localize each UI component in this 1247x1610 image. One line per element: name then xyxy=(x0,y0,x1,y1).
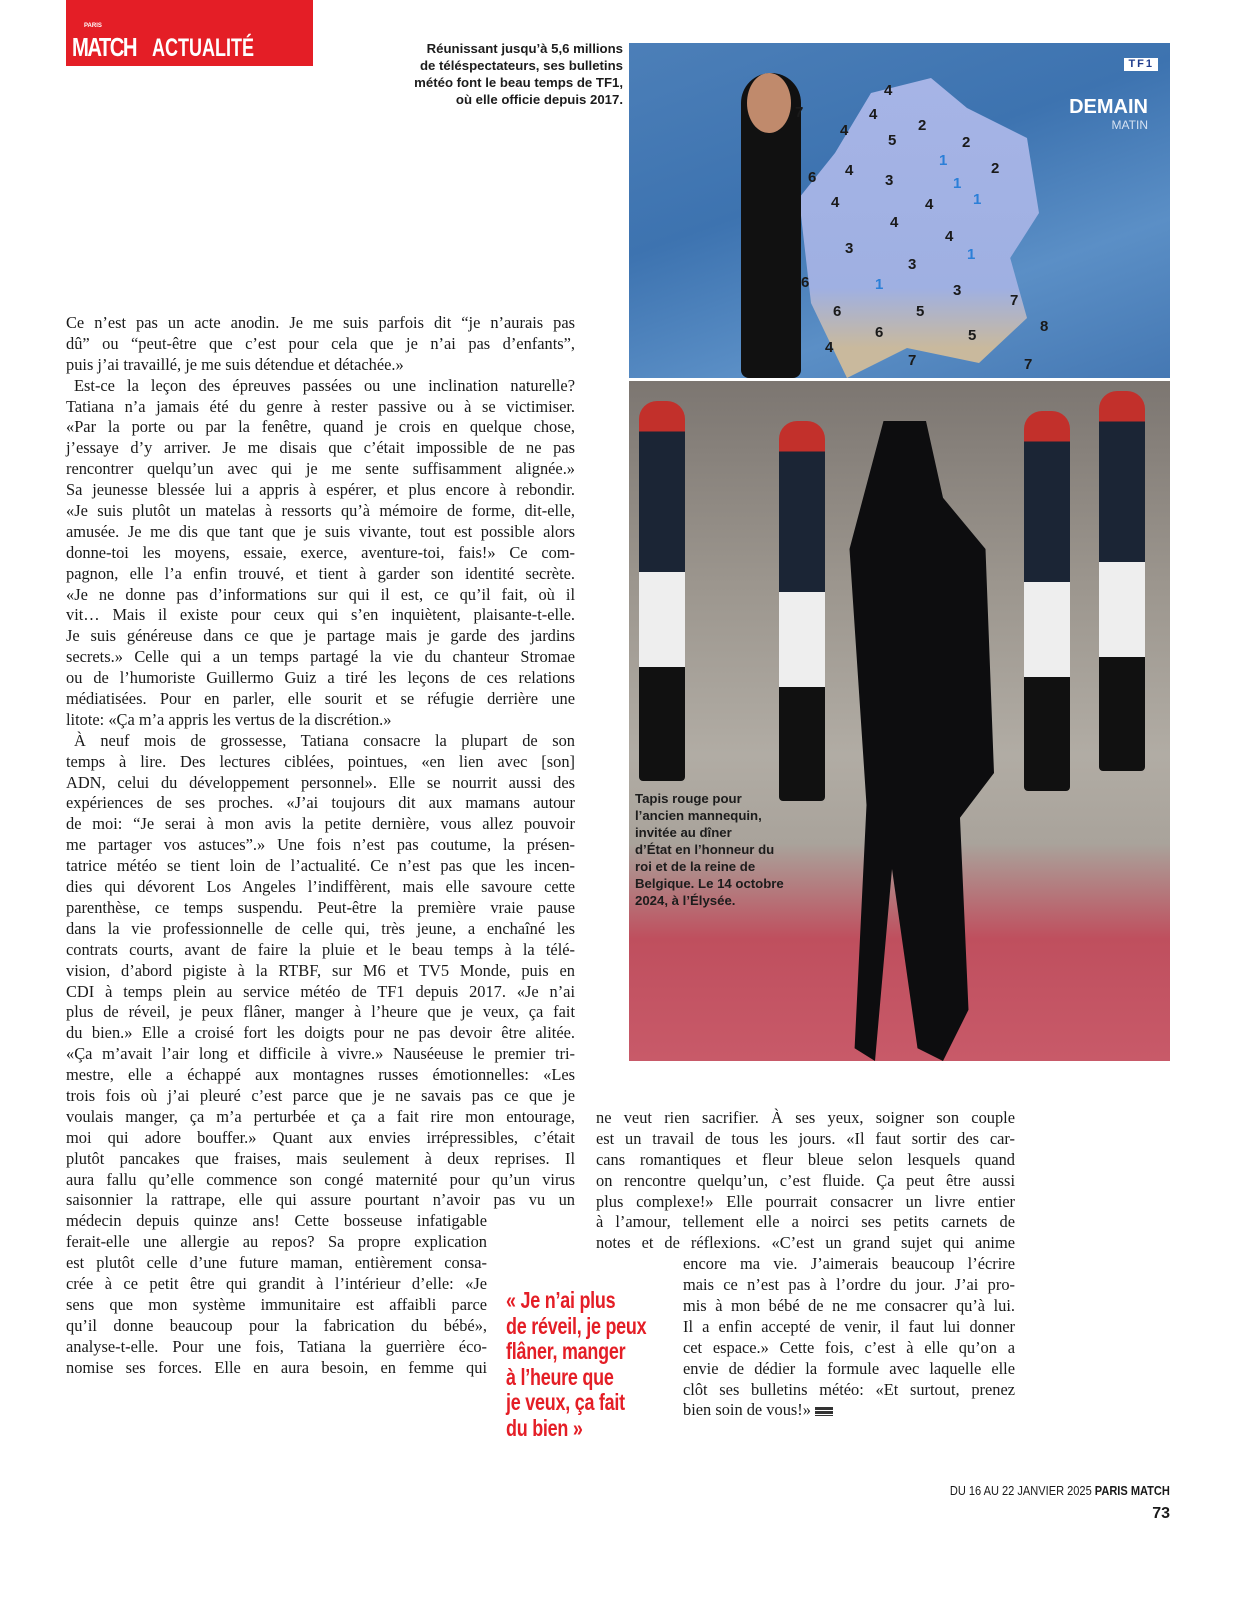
article-line-text: du bien.» Elle a croisé fort les doigts pour ne pas devoir être alitée. xyxy=(66,1023,575,1043)
article-line-text: trois fois où j’ai pleuré c’est parce que je ne savais pas ce que je xyxy=(66,1085,575,1105)
temperature-label: 7 xyxy=(908,352,917,369)
article-line-text: À neuf mois de grossesse, Tatiana consacre la plupart de son xyxy=(74,730,575,750)
article-line-text: de moi: “Je serai à mon avis la petite dernière, vous allez pouvoir xyxy=(66,814,575,834)
article-line xyxy=(66,1232,487,1253)
page-number: 73 xyxy=(1152,1505,1170,1522)
article-line xyxy=(66,1128,575,1149)
article-line xyxy=(66,961,575,982)
temperature-label: 4 xyxy=(925,196,934,213)
article-line-text: donne-toi les moyens, essaie, exerce, aventure-toi, fais!» Ce com- xyxy=(66,542,575,562)
article-line-text: amusée. Je me dis que tant que je suis vivante, tout est possible alors xyxy=(66,521,575,541)
article-column-right xyxy=(596,1108,1015,1421)
article-line xyxy=(66,605,575,626)
article-line xyxy=(66,585,575,606)
article-line-text: «Je ne donne pas d’informations sur qui il est, ce qu’il fait, où il xyxy=(66,584,575,604)
article-line-text: expériences de ses proches. «J’ai toujours dit aux mamans autour xyxy=(66,793,575,813)
article-line-text: médiatisées. Pour en parler, elle sourit et se réfugie derrière une xyxy=(66,689,575,709)
article-line-text: cans romantiques et fleur bleue selon lesquels quand xyxy=(596,1149,1015,1169)
article-line-text: ne veut rien sacrifier. À ses yeux, soigner son couple xyxy=(596,1108,1015,1127)
article-line xyxy=(66,710,575,731)
article-line xyxy=(66,438,575,459)
article-line xyxy=(66,459,575,480)
article-column-left xyxy=(66,313,575,1378)
pull-quote-line: à l’heure que xyxy=(506,1363,614,1390)
article-line xyxy=(66,898,575,919)
article-line-text: temps à lire. Des lectures ciblées, pointues, «en lien avec [son] xyxy=(66,751,575,771)
snow-temperature-label: 1 xyxy=(875,276,884,293)
temperature-label: 4 xyxy=(845,162,854,179)
temperature-label: 4 xyxy=(890,214,899,231)
article-line xyxy=(66,1274,487,1295)
article-line-text: tatrice météo se tient loin de l’actualité. Ce n’est pas que les incen- xyxy=(66,856,575,876)
article-line-text: j’essaye d’y arriver. Je me disais que c’était impossible de ne pas xyxy=(66,438,575,458)
article-line xyxy=(66,1044,575,1065)
article-line-text: mestre, elle a échappé aux montagnes russes émotionnelles: «Les xyxy=(66,1065,575,1085)
article-line xyxy=(66,647,575,668)
article-line xyxy=(66,752,575,773)
pull-quote-line: de réveil, je peux xyxy=(506,1312,647,1339)
map-caption xyxy=(363,40,623,108)
article-line xyxy=(66,522,575,543)
article-line-text: pagnon, elle l’a enfin trouvé, et tient à garder son identité secrète. xyxy=(66,563,575,583)
issue-dates: DU 16 AU 22 JANVIER 2025 xyxy=(949,1483,1092,1498)
article-line-text: est un travail de tous les jours. «Il faut sortir des car- xyxy=(596,1128,1015,1148)
article-line-text: plus de réveil, je peux flâner, manger à l’heure que je veux, ça fait xyxy=(66,1002,575,1022)
article-line xyxy=(66,856,575,877)
article-line-text: notes et de réflexions. «C’est un grand sujet qui anime xyxy=(596,1233,1015,1253)
article-line xyxy=(66,417,575,438)
article-line-text: «Ça m’avait l’air long et difficile à vivre.» Nauséeuse le premier tri- xyxy=(66,1044,575,1064)
magazine-name: PARIS MATCH xyxy=(1094,1483,1170,1498)
map-title: DEMAIN xyxy=(1069,96,1148,118)
temperature-label: 4 xyxy=(840,122,849,139)
temperature-label: 6 xyxy=(875,324,884,341)
temperature-label: 7 xyxy=(1024,356,1033,373)
temperature-label: 4 xyxy=(884,82,893,99)
article-line xyxy=(66,376,575,397)
article-line xyxy=(66,919,575,940)
article-line-text: analyse-t-elle. Pour une fois, Tatiana la guerrière éco- xyxy=(66,1336,487,1356)
snow-temperature-label: 1 xyxy=(939,152,948,169)
article-line xyxy=(596,1233,1015,1254)
article-line xyxy=(66,793,575,814)
article-line-text: puis j’ai travaillé, je me suis détendue et détachée.» xyxy=(66,354,404,374)
temperature-label: 6 xyxy=(833,303,842,320)
temperature-label: 5 xyxy=(888,132,897,149)
article-line-text: saisonnier la rattrape, elle qui assure pourtant n’avoir pas vu un xyxy=(66,1190,575,1210)
article-line xyxy=(66,1002,575,1023)
article-line-text: ferait-elle une allergie au repos? Sa propre explication xyxy=(66,1232,487,1252)
map-subtitle: MATIN xyxy=(1111,118,1148,132)
article-line-text: dû” ou “peut-être que c’est pour cela que je n’ai pas d’enfants”, xyxy=(66,333,575,353)
article-line-text: qu’il donne beaucoup pour la fabrication du bébé», xyxy=(66,1315,487,1335)
woman-figure xyxy=(824,421,994,1061)
article-line-text: Je suis généreuse dans ce que je partage mais je garde des jardins xyxy=(66,626,575,646)
temperature-label: 5 xyxy=(968,327,977,344)
footer-issue xyxy=(950,1483,1170,1498)
article-line-text: dans la vie professionnelle de celle qui, très jeune, a enchaîné les xyxy=(66,918,575,938)
temperature-label: 4 xyxy=(869,106,878,123)
caption-line: Belgique. Le 14 octobre xyxy=(635,876,784,891)
temperature-label: 3 xyxy=(953,282,962,299)
snow-temperature-label: 1 xyxy=(967,246,976,263)
article-line xyxy=(683,1359,1015,1380)
article-line xyxy=(66,1253,487,1274)
article-line xyxy=(66,626,575,647)
temperature-label: 4 xyxy=(825,339,834,356)
photo-caption xyxy=(635,790,810,909)
article-line-text: litote: «Ça m’a appris les vertus de la discrétion.» xyxy=(66,709,392,729)
caption-line: l’ancien mannequin, xyxy=(635,808,762,823)
guard-figure xyxy=(1099,391,1145,771)
article-line xyxy=(596,1129,1015,1150)
article-line-text: envie de dédier la formule avec laquelle elle xyxy=(683,1358,1015,1378)
article-line-text: Ce n’est pas un acte anodin. Je me suis parfois dit “je n’aurais pas xyxy=(66,313,575,332)
snow-temperature-label: 1 xyxy=(953,175,962,192)
article-line-text: ADN, celui du développement personnel». Elle se nourrit aussi des xyxy=(66,772,575,792)
article-line xyxy=(66,773,575,794)
article-line xyxy=(66,397,575,418)
article-line xyxy=(683,1254,1015,1275)
temperature-label: 7 xyxy=(795,104,804,121)
article-line-text: clôt ses bulletins météo: «Et surtout, prenez xyxy=(683,1379,1015,1399)
article-line-text: «Par la porte ou par la fenêtre, quand je crois en quelque chose, xyxy=(66,417,575,437)
presenter-head xyxy=(747,73,791,133)
article-line xyxy=(66,1295,487,1316)
article-line xyxy=(596,1171,1015,1192)
article-line xyxy=(66,1065,575,1086)
article-line-text: sens que mon système immunitaire est affaibli parce xyxy=(66,1294,487,1314)
temperature-label: 6 xyxy=(801,274,810,291)
temperature-label: 3 xyxy=(908,256,917,273)
article-line-text: à l’amour, tellement elle a noirci ses petits carnets de xyxy=(596,1212,1015,1232)
article-line xyxy=(66,313,575,334)
caption-line: Réunissant jusqu’à 5,6 millions xyxy=(426,41,623,56)
article-line-text: dies qui dévorent Los Angeles l’indiffèrent, mais elle savoure cette xyxy=(66,877,575,897)
weather-map-photo xyxy=(629,43,1170,378)
temperature-label: 2 xyxy=(991,160,1000,177)
article-line xyxy=(66,877,575,898)
article-line-text: parenthèse, ce temps suspendu. Peut-être la première vraie pause xyxy=(66,897,575,917)
article-line-text: médecin depuis quinze ans! Cette bosseuse infatigable xyxy=(66,1211,487,1231)
caption-line: d’État en l’honneur du xyxy=(635,842,775,857)
logo-paris: PARIS xyxy=(84,23,102,29)
temperature-label: 2 xyxy=(962,134,971,151)
article-line xyxy=(66,564,575,585)
caption-line: Tapis rouge pour xyxy=(635,791,742,806)
article-line xyxy=(683,1400,1015,1421)
article-line-text: on rencontre quelqu’un, c’est fluide. Ça peut être aussi xyxy=(596,1170,1015,1190)
article-line xyxy=(66,689,575,710)
article-line xyxy=(66,668,575,689)
article-line xyxy=(66,1170,575,1191)
article-line-text: rencontrer quelqu’un avec qui je me sente suffisamment alignée.» xyxy=(66,459,575,479)
article-line xyxy=(66,1337,487,1358)
pull-quote-line: je veux, ça fait xyxy=(506,1389,625,1415)
article-line-text: plus complexe!» Elle pourrait consacrer un livre entier xyxy=(596,1191,1015,1211)
article-line-text: contrats courts, avant de faire la pluie et le beau temps à la télé- xyxy=(66,939,575,959)
article-line-text: «Je suis plutôt un matelas à ressorts qu’à mémoire de forme, dit-elle, xyxy=(66,501,575,521)
section-title: ACTUALITÉ xyxy=(152,34,254,62)
article-line-text: moi qui adore bouffer.» Quant aux envies irrépressibles, c’était xyxy=(66,1127,575,1147)
article-line xyxy=(683,1317,1015,1338)
temperature-label: 4 xyxy=(831,194,840,211)
article-line xyxy=(66,480,575,501)
article-line xyxy=(683,1296,1015,1317)
article-line-text: plutôt pancakes que fraises, mais seulement à deux reprises. Il xyxy=(66,1148,575,1168)
article-line xyxy=(66,814,575,835)
temperature-label: 6 xyxy=(808,169,817,186)
article-line-text: vision, d’abord pigiste à la RTBF, sur M6 et TV5 Monde, puis en xyxy=(66,960,575,980)
article-line-text: ou de l’humoriste Guillermo Guiz a tiré les leçons de ces relations xyxy=(66,668,575,688)
article-line-text: Tatiana n’a jamais été du genre à rester passive ou à se victimiser. xyxy=(66,396,575,416)
temperature-label: 3 xyxy=(885,172,894,189)
caption-line: où elle officie depuis 2017. xyxy=(455,92,623,107)
article-line xyxy=(596,1212,1015,1233)
guard-figure xyxy=(779,421,825,801)
section-header xyxy=(66,0,313,66)
red-carpet-photo xyxy=(629,381,1170,1061)
temperature-label: 5 xyxy=(916,303,925,320)
guard-figure xyxy=(1024,411,1070,791)
article-line xyxy=(66,1149,575,1170)
article-line xyxy=(683,1380,1015,1401)
article-line xyxy=(66,501,575,522)
article-line xyxy=(66,1023,575,1044)
article-line-text: mais ce n’est pas à l’ordre du jour. J’ai pro- xyxy=(683,1275,1015,1295)
article-line-text: voulais manger, ça m’a perturbée et ça a fait rire mon entourage, xyxy=(66,1106,575,1126)
article-line xyxy=(683,1275,1015,1296)
end-mark-icon xyxy=(815,1407,833,1416)
article-line xyxy=(66,940,575,961)
pull-quote-line: du bien » xyxy=(506,1414,583,1441)
article-line-text: Il a enfin accepté de venir, il faut lui donner xyxy=(683,1316,1015,1336)
article-line xyxy=(66,835,575,856)
article-line xyxy=(66,982,575,1003)
article-line xyxy=(66,1316,487,1337)
article-line xyxy=(596,1150,1015,1171)
caption-line: 2024, à l’Élysée. xyxy=(635,893,736,908)
article-line xyxy=(66,1107,575,1128)
article-line-text: secrets.» Celle qui a un temps partagé la vie du chanteur Stromae xyxy=(66,647,575,667)
article-line-text: Sa jeunesse blessée lui a appris à espérer, et plus encore à rebondir. xyxy=(66,480,575,500)
article-line-text: est plutôt celle d’une future maman, entièrement consa- xyxy=(66,1253,487,1273)
logo-match: MATCH xyxy=(72,32,136,62)
temperature-label: 4 xyxy=(945,228,954,245)
article-line xyxy=(66,1358,487,1379)
article-line-text: bien soin de vous!» xyxy=(683,1400,811,1420)
article-line-text: nomise ses forces. Elle en aura besoin, en femme qui xyxy=(66,1357,487,1377)
pull-quote-line: flâner, manger xyxy=(506,1338,626,1364)
article-line-text: aura fallu qu’elle commence son congé maternité pour qu’un virus xyxy=(66,1169,575,1189)
article-line xyxy=(66,731,575,752)
pull-quote-line: « Je n’ai plus xyxy=(506,1287,616,1313)
tf1-logo: TF1 xyxy=(1124,58,1158,71)
temperature-label: 7 xyxy=(1010,292,1019,309)
caption-line: météo font le beau temps de TF1, xyxy=(414,75,623,90)
article-line-text: Est-ce la leçon des épreuves passées ou une inclination naturelle? xyxy=(74,375,575,395)
article-line xyxy=(683,1338,1015,1359)
article-line xyxy=(66,1086,575,1107)
temperature-label: 2 xyxy=(918,117,927,134)
article-line-text: mis à mon bébé de ne me consacrer qu’à lui. xyxy=(683,1296,1015,1316)
article-line-text: crée à ce petit être qui grandit à l’intérieur d’elle: «Je xyxy=(66,1273,487,1293)
article-line xyxy=(596,1108,1015,1129)
caption-line: de téléspectateurs, ses bulletins xyxy=(419,58,623,73)
article-line-text: cet espace.» Cette fois, c’est à elle qu’on a xyxy=(683,1337,1015,1357)
caption-line: roi et de la reine de xyxy=(635,859,756,874)
article-line-text: me partager vos astuces”.» Une fois n’est pas coutume, la présen- xyxy=(66,835,575,855)
article-line-text: CDI à temps plein au service météo de TF1 depuis 2017. «Je n’ai xyxy=(66,981,575,1001)
pull-quote xyxy=(506,1288,646,1441)
article-line xyxy=(66,1190,575,1211)
temperature-label: 3 xyxy=(845,240,854,257)
article-line xyxy=(66,543,575,564)
guard-figure xyxy=(639,401,685,781)
article-line xyxy=(66,355,575,376)
temperature-label: 8 xyxy=(1040,318,1049,335)
article-line xyxy=(66,1211,487,1232)
article-line xyxy=(66,334,575,355)
snow-temperature-label: 1 xyxy=(973,191,982,208)
article-line xyxy=(596,1192,1015,1213)
caption-line: invitée au dîner xyxy=(635,825,732,840)
article-line-text: encore ma vie. J’aimerais beaucoup l’écrire xyxy=(683,1254,1015,1274)
article-line-text: vit… Mais il existe pour ceux qui s’en inquiètent, plaisante-t-elle. xyxy=(66,605,575,625)
